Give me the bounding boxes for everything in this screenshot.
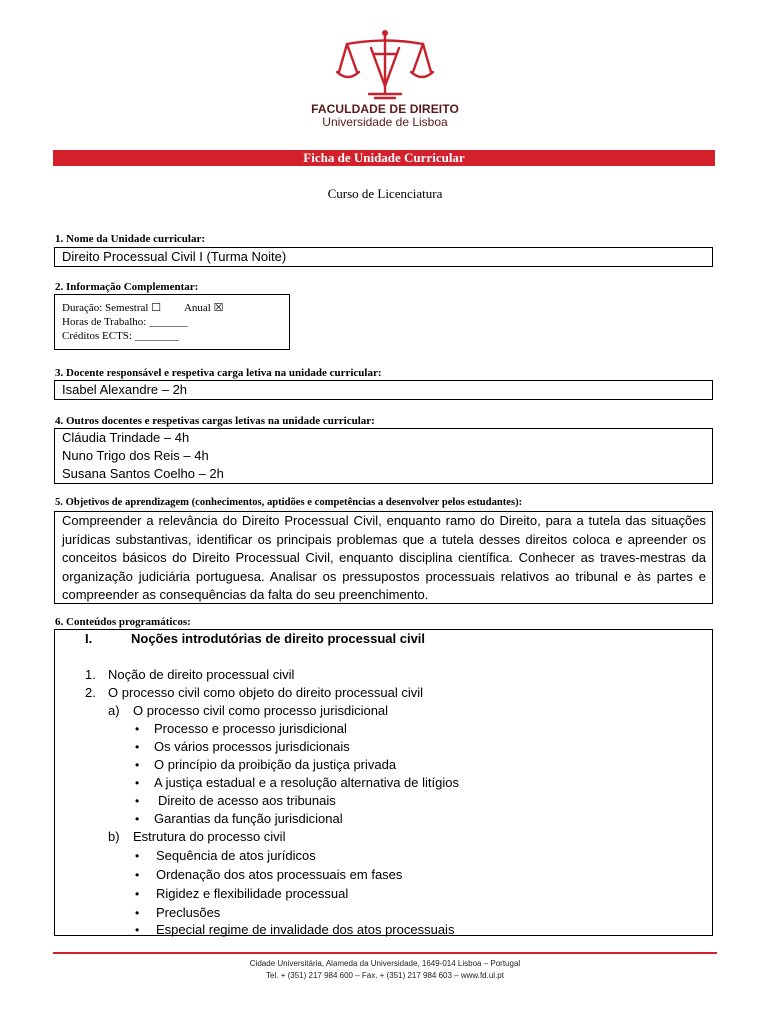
bullet-item: Garantias da função jurisdicional	[154, 811, 343, 826]
bullet-icon: •	[135, 812, 140, 826]
footer-contacts: Tel. + (351) 217 984 600 – Fax. + (351) 217 984 603 – www.fd.ul.pt	[266, 971, 504, 980]
bullet-icon: •	[135, 906, 140, 920]
work-hours: Horas de Trabalho: _______	[62, 316, 188, 328]
bullet-icon: •	[135, 740, 140, 754]
chapter-heading: Noções introdutórias de direito processual civil	[131, 631, 426, 646]
learning-objectives-box	[54, 511, 713, 604]
bullet-icon: •	[135, 776, 140, 790]
list-item: O processo civil como objeto do direito processual civil	[108, 685, 424, 700]
duration-row	[62, 301, 289, 315]
bullet-item: A justiça estadual e a resolução alternativa de litígios	[154, 775, 459, 790]
ects-credits: Créditos ECTS: ________	[62, 330, 179, 342]
bullet-item: Sequência de atos jurídicos	[156, 848, 316, 863]
course-unit-name: Direito Processual Civil I (Turma Noite)	[62, 249, 287, 264]
bullet-item: Rigidez e flexibilidade processual	[156, 886, 349, 901]
bullet-item: Os vários processos jurisdicionais	[154, 739, 350, 754]
course-title: Curso de Licenciatura	[327, 186, 443, 201]
list-number: 1.	[85, 667, 96, 682]
section-2-title: 2. Informação Complementar:	[55, 281, 199, 293]
course-unit-name-field	[54, 247, 713, 267]
program-contents-box	[54, 629, 713, 936]
bullet-icon: •	[135, 758, 140, 772]
bullet-icon: •	[135, 722, 140, 736]
other-teachers-box	[54, 428, 713, 484]
page-title-banner: Ficha de Unidade Curricular	[53, 150, 715, 166]
list-number: 2.	[85, 685, 96, 700]
bullet-icon: •	[135, 868, 140, 882]
responsible-teacher-box	[54, 380, 713, 400]
roman-numeral: I.	[85, 631, 93, 646]
scales-of-justice-icon	[335, 28, 435, 100]
section-3-title: 3. Docente responsável e respetiva carga letiva na unidade curricular:	[55, 367, 382, 379]
faculty-logo	[0, 28, 770, 129]
list-item: Noção de direito processual civil	[108, 667, 295, 682]
bullet-item: Processo e processo jurisdicional	[154, 721, 347, 736]
footer-divider	[53, 952, 717, 954]
section-6-title: 6. Conteúdos programáticos:	[55, 616, 191, 628]
section-4-title: 4. Outros docentes e respetivas cargas letivas na unidade curricular:	[55, 415, 375, 427]
bullet-item: O princípio da proibição da justiça privada	[154, 757, 397, 772]
bullet-icon: •	[135, 923, 140, 937]
logo-name: FACULDADE DE DIREITO	[311, 102, 459, 116]
anual-checkbox[interactable]: ☒	[213, 302, 224, 314]
teacher-item: Nuno Trigo dos Reis – 4h	[62, 448, 209, 463]
bullet-icon: •	[135, 887, 140, 901]
bullet-icon: •	[135, 794, 140, 808]
bullet-item: Ordenação dos atos processuais em fases	[156, 867, 403, 882]
bullet-item: Preclusões	[156, 905, 221, 920]
teacher-item: Cláudia Trindade – 4h	[62, 430, 190, 445]
sublist-letter: a)	[108, 703, 120, 718]
sublist-item: Estrutura do processo civil	[133, 829, 286, 844]
sublist-letter: b)	[108, 829, 120, 844]
sublist-item: O processo civil como processo jurisdicional	[133, 703, 389, 718]
footer-address: Cidade Universitária, Alameda da Universidade, 1649-014 Lisboa – Portugal	[249, 959, 521, 968]
bullet-icon: •	[135, 849, 140, 863]
bullet-item: Especial regime de invalidade dos atos processuais	[156, 922, 455, 937]
section-5-title: 5. Objetivos de aprendizagem (conhecimentos, aptidões e competências a desenvolver pelos estudantes):	[55, 497, 523, 508]
logo-subtitle: Universidade de Lisboa	[322, 115, 448, 129]
teacher-item: Susana Santos Coelho – 2h	[62, 466, 224, 481]
bullet-item: Direito de acesso aos tribunais	[158, 793, 336, 808]
semestral-checkbox[interactable]: ☐	[151, 302, 162, 314]
anual-label: Anual	[183, 302, 211, 314]
learning-objectives-text: Compreender a relevância do Direito Processual Civil, enquanto ramo do Direito, para a tutela das situações jurídicas substantivas, identificar os principais problemas que a tutela desses direitos coloca e apreender os conceitos básicos do Direito Processual Civil, enquanto disciplina científica. Conhecer as traves-mestras da organização judiciária portuguesa. Analisar os pressupostos processuais relativos ao tribunal e às partes e compreender as consequências da falta do seu preenchimento.	[62, 513, 706, 602]
duration-label: Duração: Semestral	[62, 302, 149, 314]
responsible-teacher: Isabel Alexandre – 2h	[62, 382, 188, 397]
section-1-title: 1. Nome da Unidade curricular:	[55, 233, 206, 245]
complementary-info-box	[54, 294, 290, 350]
